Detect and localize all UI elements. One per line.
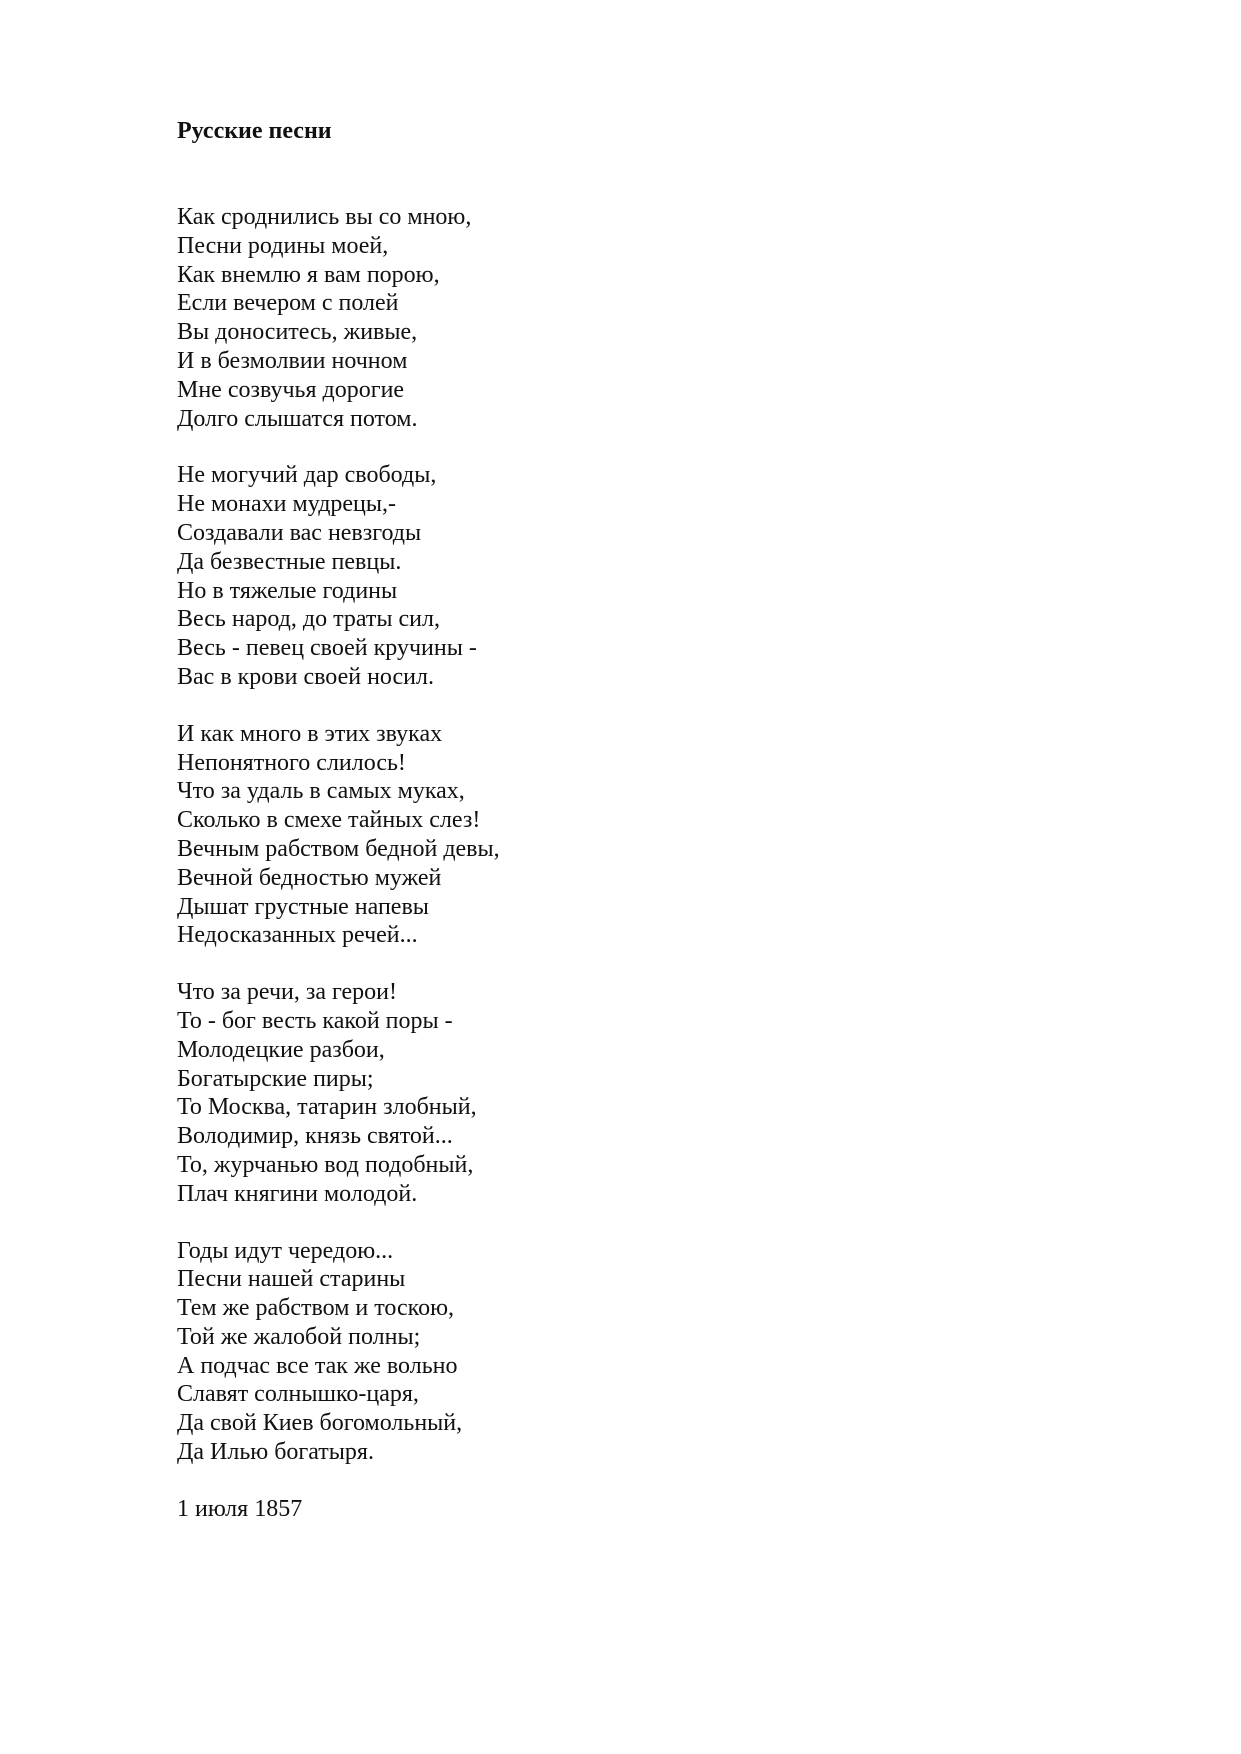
poem-line: То Москва, татарин злобный,	[177, 1094, 477, 1121]
document-body	[177, 116, 1077, 1524]
poem-line: Весь народ, до траты сил,	[177, 606, 440, 633]
poem-line: Не монахи мудрецы,-	[177, 491, 397, 518]
stanza-3	[177, 720, 1077, 950]
poem-line: Долго слышатся потом.	[177, 405, 418, 432]
poem-line: Да Илью богатыря.	[177, 1439, 374, 1466]
poem-line: Дышат грустные напевы	[177, 893, 429, 920]
poem-line: Не могучий дар свободы,	[177, 462, 437, 489]
poem-line: Весь - певец своей кручины -	[177, 635, 477, 662]
poem-line: Вечным рабством бедной девы,	[177, 835, 500, 862]
poem-line: Песни нашей старины	[177, 1266, 406, 1293]
poem-line: И как много в этих звуках	[177, 720, 443, 747]
poem-line: Володимир, князь святой...	[177, 1123, 453, 1150]
stanza-1	[177, 203, 1077, 433]
poem-line: Мне созвучья дорогие	[177, 376, 405, 403]
poem-line: Непонятного слилось!	[177, 749, 406, 776]
poem-line: Молодецкие разбои,	[177, 1036, 385, 1063]
poem-line: Создавали вас невзгоды	[177, 519, 422, 546]
poem	[177, 203, 1077, 1524]
poem-line: Как сроднились вы со мною,	[177, 204, 472, 230]
poem-line: Сколько в смехе тайных слез!	[177, 807, 481, 834]
poem-line: Славят солнышко-царя,	[177, 1381, 419, 1408]
poem-line: Плач княгини молодой.	[177, 1180, 418, 1207]
stanza-4	[177, 978, 1077, 1208]
poem-line: Годы идут чередою...	[177, 1237, 394, 1264]
poem-line: Что за речи, за герои!	[177, 979, 398, 1006]
poem-line: Но в тяжелые годины	[177, 577, 398, 604]
poem-date: 1 июля 1857	[177, 1495, 303, 1522]
poem-line: И в безмолвии ночном	[177, 347, 408, 374]
poem-line: То - бог весть какой поры -	[177, 1007, 453, 1034]
stanza-2	[177, 461, 1077, 691]
poem-line: Тем же рабством и тоскою,	[177, 1295, 455, 1322]
poem-line: Недосказанных речей...	[177, 922, 418, 949]
poem-line: Вы доноситесь, живые,	[177, 319, 418, 346]
poem-line: Вас в крови своей носил.	[177, 663, 435, 690]
poem-line: То, журчанью вод подобный,	[177, 1151, 474, 1178]
poem-line: Если вечером с полей	[177, 290, 399, 317]
poem-line: Как внемлю я вам порою,	[177, 261, 440, 288]
poem-line: Да безвестные певцы.	[177, 548, 402, 575]
poem-title: Русские песни	[177, 118, 332, 144]
poem-line: Богатырские пиры;	[177, 1065, 374, 1092]
poem-line: Песни родины моей,	[177, 232, 389, 259]
poem-line: Той же жалобой полны;	[177, 1323, 421, 1350]
poem-line: Вечной бедностью мужей	[177, 864, 442, 891]
poem-line: А подчас все так же вольно	[177, 1352, 458, 1379]
poem-line: Что за удаль в самых муках,	[177, 778, 465, 805]
stanza-5	[177, 1237, 1077, 1467]
poem-line: Да свой Киев богомольный,	[177, 1410, 463, 1437]
